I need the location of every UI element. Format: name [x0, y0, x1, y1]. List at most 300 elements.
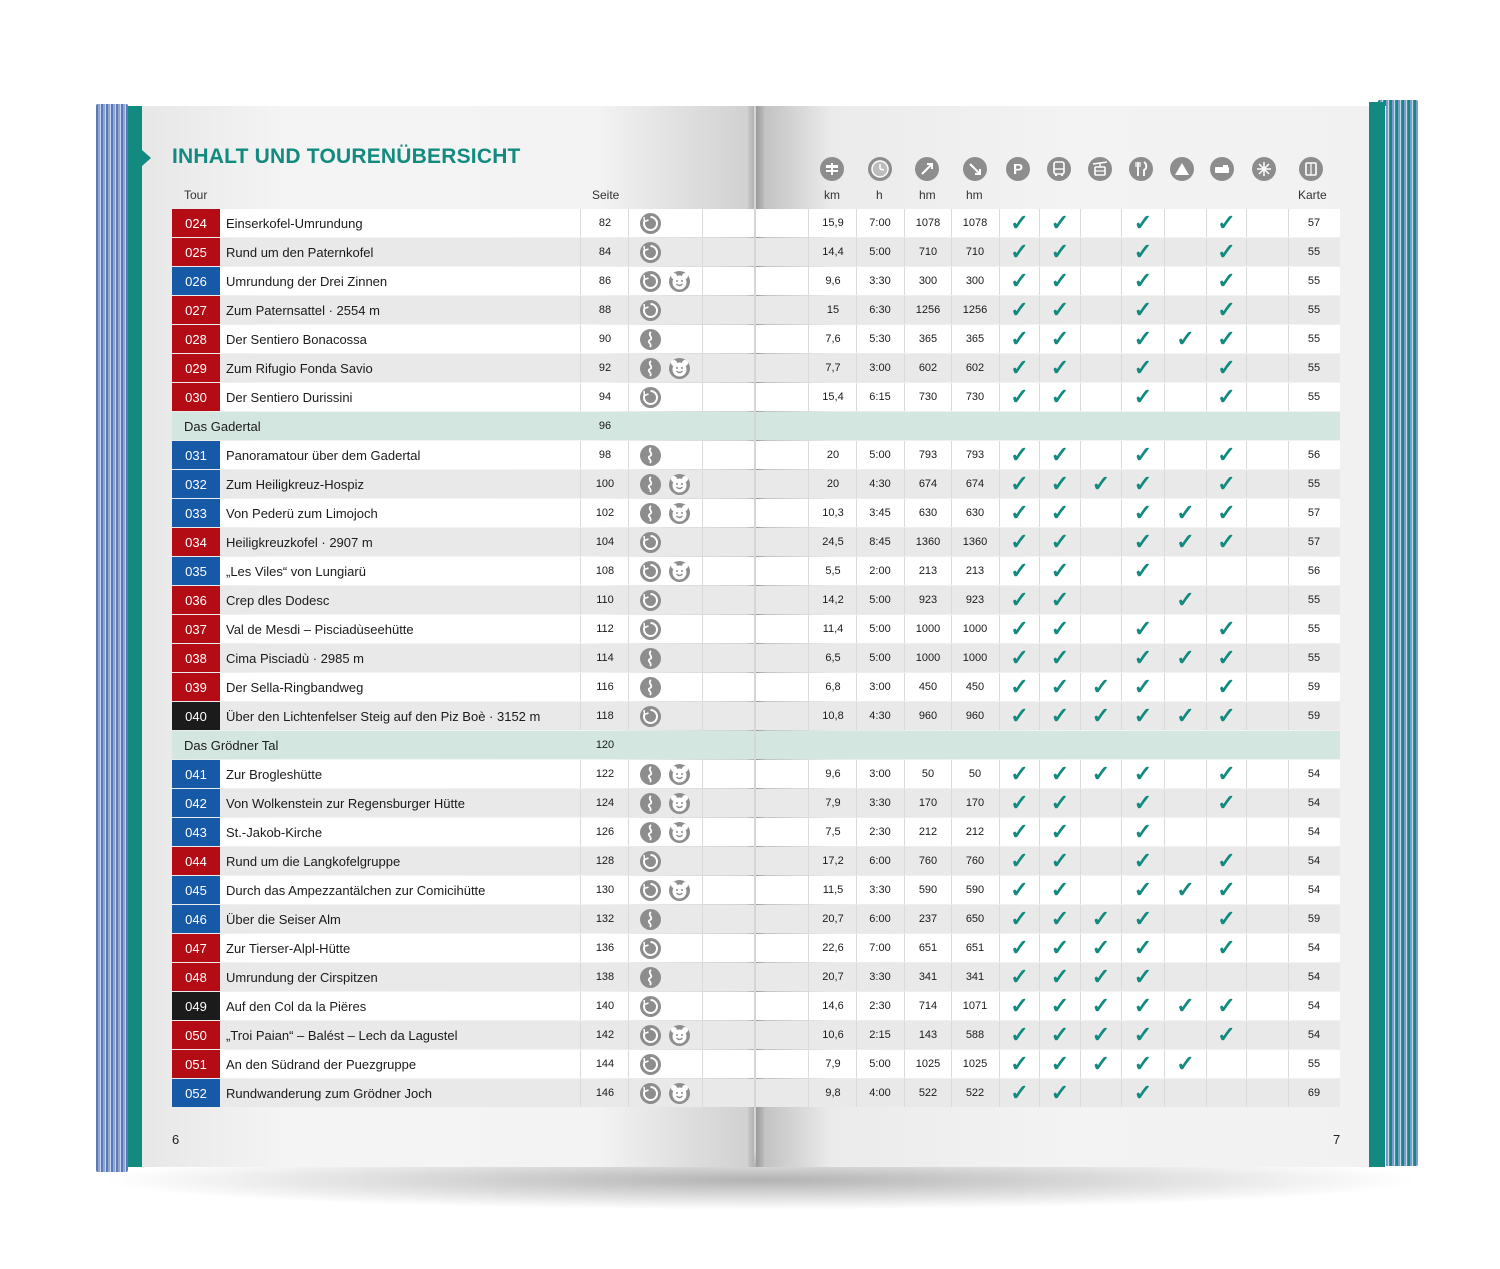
column-divider: [1246, 615, 1247, 643]
checkmark-icon: ✓: [1217, 355, 1236, 380]
tour-row[interactable]: [0, 586, 1500, 615]
column-divider: [1164, 1079, 1165, 1107]
checkmark-icon: ✓: [1176, 529, 1195, 554]
tour-name[interactable]: Von Wolkenstein zur Regensburger Hütte: [226, 796, 465, 811]
tour-number-badge: 030: [172, 383, 220, 411]
column-divider: [1246, 818, 1247, 846]
checkmark-icon: ✓: [1217, 326, 1236, 351]
value-km: 10,3: [822, 507, 844, 519]
tour-name[interactable]: „Les Viles“ von Lungiarü: [226, 564, 366, 579]
column-divider: [808, 992, 809, 1020]
value-hm-up: 522: [918, 1087, 938, 1099]
column-divider: [808, 441, 809, 469]
checkmark-icon: ✓: [1217, 993, 1236, 1018]
section-title: Das Gadertal: [184, 419, 261, 434]
column-divider: [702, 934, 703, 962]
value-hm-down: 1000: [962, 652, 988, 664]
tour-page: 82: [598, 217, 612, 229]
column-divider: [580, 586, 581, 614]
tour-page: 116: [596, 681, 614, 693]
value-karte: 56: [1307, 565, 1321, 577]
checkmark-icon: ✓: [1176, 703, 1195, 728]
column-divider: [702, 818, 703, 846]
column-divider: [1164, 905, 1165, 933]
value-hm-up: 590: [918, 884, 938, 896]
value-km: 10,6: [822, 1029, 844, 1041]
tour-row[interactable]: [0, 499, 1500, 528]
tour-name[interactable]: Panoramatour über dem Gadertal: [226, 448, 421, 463]
tour-number-badge: 024: [172, 209, 220, 237]
tour-name[interactable]: Zur Brogleshütte: [226, 767, 323, 782]
tour-page: 124: [595, 797, 615, 809]
checkmark-icon: ✓: [1217, 500, 1236, 525]
value-h: 5:30: [869, 333, 891, 345]
tour-row[interactable]: [0, 789, 1500, 818]
tour-row[interactable]: [0, 818, 1500, 847]
column-divider: [702, 470, 703, 498]
signpost-icon: [820, 157, 844, 181]
value-karte: 56: [1307, 449, 1321, 461]
value-h: 5:00: [869, 652, 891, 664]
tour-name[interactable]: Der Sella-Ringbandweg: [226, 680, 364, 695]
tour-name[interactable]: Von Pederü zum Limojoch: [226, 506, 378, 521]
value-karte: 55: [1307, 478, 1321, 490]
column-divider: [1080, 818, 1081, 846]
tour-row[interactable]: [0, 528, 1500, 557]
value-hm-down: 760: [965, 855, 985, 867]
value-km: 6,5: [825, 652, 841, 664]
value-hm-down: 1071: [962, 1000, 988, 1012]
column-divider: [1164, 441, 1165, 469]
column-divider: [1164, 760, 1165, 788]
column-divider: [628, 760, 629, 788]
column-divider: [1164, 818, 1165, 846]
descent-icon: [963, 157, 987, 181]
value-hm-up: 923: [918, 594, 938, 606]
tour-page: 98: [598, 449, 612, 461]
value-km: 6,8: [825, 681, 841, 693]
value-hm-up: 213: [918, 565, 938, 577]
column-divider: [1164, 296, 1165, 324]
column-divider: [580, 238, 581, 266]
checkmark-icon: ✓: [1133, 500, 1153, 525]
tour-number-badge: 050: [172, 1021, 220, 1049]
one-way-icon: [640, 503, 661, 524]
value-km: 11,5: [822, 884, 844, 896]
column-divider: [580, 789, 581, 817]
checkmark-icon: ✓: [1010, 558, 1029, 583]
tour-name[interactable]: Rund um den Paternkofel: [226, 245, 374, 260]
checkmark-icon: ✓: [1010, 1080, 1029, 1105]
tour-row[interactable]: [0, 470, 1500, 499]
column-divider: [1080, 296, 1081, 324]
column-divider: [808, 296, 809, 324]
column-divider: [580, 267, 581, 295]
value-hm-up: 960: [918, 710, 938, 722]
tour-number-badge: 048: [172, 963, 220, 991]
column-divider: [808, 818, 809, 846]
value-hm-up: 341: [918, 971, 938, 983]
tour-row[interactable]: [0, 383, 1500, 412]
family-bear-icon: [669, 561, 690, 582]
value-hm-down: 710: [965, 246, 985, 258]
column-divider: [1246, 296, 1247, 324]
tour-row[interactable]: [0, 325, 1500, 354]
column-divider: [808, 528, 809, 556]
checkmark-icon: ✓: [1133, 326, 1153, 351]
tour-row[interactable]: [0, 1021, 1500, 1050]
column-divider: [808, 209, 809, 237]
tour-row[interactable]: [0, 876, 1500, 905]
column-divider: [580, 818, 581, 846]
tour-row[interactable]: [0, 557, 1500, 586]
column-divider: [1246, 354, 1247, 382]
column-divider: [808, 1050, 809, 1078]
value-h: 5:00: [869, 623, 891, 635]
tour-name[interactable]: Umrundung der Cirspitzen: [226, 970, 378, 985]
tour-name[interactable]: Umrundung der Drei Zinnen: [226, 274, 388, 289]
checkmark-icon: ✓: [1133, 877, 1153, 902]
family-bear-icon: [669, 1025, 690, 1046]
checkmark-icon: ✓: [1217, 268, 1236, 293]
checkmark-icon: ✓: [1050, 964, 1070, 989]
column-divider: [628, 876, 629, 904]
checkmark-icon: ✓: [1133, 1080, 1153, 1105]
column-divider: [1164, 615, 1165, 643]
column-divider: [1246, 905, 1247, 933]
value-karte: 54: [1307, 826, 1321, 838]
value-hm-down: 650: [965, 913, 985, 925]
column-divider: [1246, 1050, 1247, 1078]
value-h: 5:00: [869, 1058, 891, 1070]
checkmark-icon: ✓: [1010, 703, 1029, 728]
tour-name[interactable]: Crep dles Dodesc: [226, 593, 330, 608]
value-km: 9,8: [825, 1087, 841, 1099]
tour-page: 140: [595, 1000, 615, 1012]
tour-row[interactable]: [0, 1079, 1500, 1108]
tour-page: 84: [598, 246, 612, 258]
value-km: 15,4: [822, 391, 844, 403]
tour-name[interactable]: Der Sentiero Durissini: [226, 390, 353, 405]
one-way-icon: [640, 329, 661, 350]
column-divider: [808, 905, 809, 933]
tour-number-badge: 041: [172, 760, 220, 788]
column-divider: [808, 644, 809, 672]
value-h: 6:15: [869, 391, 891, 403]
tour-name[interactable]: Zum Heiligkreuz-Hospiz: [226, 477, 364, 492]
tour-row[interactable]: [0, 847, 1500, 876]
header-hm-up: hm: [919, 188, 936, 202]
column-divider: [1080, 528, 1081, 556]
round-trip-icon: [640, 387, 661, 408]
column-divider: [1080, 557, 1081, 585]
column-divider: [808, 499, 809, 527]
column-divider: [808, 238, 809, 266]
checkmark-icon: ✓: [1050, 703, 1070, 728]
bus-icon: [1047, 157, 1071, 181]
column-divider: [808, 876, 809, 904]
checkmark-icon: ✓: [1091, 761, 1111, 786]
checkmark-icon: ✓: [1133, 1022, 1153, 1047]
tour-name[interactable]: Heiligkreuzkofel · 2907 m: [226, 535, 373, 550]
tour-number-badge: 031: [172, 441, 220, 469]
tour-name[interactable]: St.-Jakob-Kirche: [226, 825, 323, 840]
value-karte: 69: [1307, 1087, 1321, 1099]
checkmark-icon: ✓: [1010, 790, 1029, 815]
value-hm-down: 1000: [962, 623, 988, 635]
value-km: 11,4: [822, 623, 844, 635]
checkmark-icon: ✓: [1010, 500, 1029, 525]
tour-name[interactable]: Rund um die Langkofelgruppe: [226, 854, 401, 869]
tour-name[interactable]: Über den Lichtenfelser Steig auf den Piz Boè · 3152 m: [226, 709, 541, 724]
value-hm-up: 710: [918, 246, 938, 258]
tour-number-badge: 028: [172, 325, 220, 353]
value-hm-down: 923: [965, 594, 985, 606]
checkmark-icon: ✓: [1091, 471, 1111, 496]
column-divider: [1080, 441, 1081, 469]
value-km: 10,8: [822, 710, 844, 722]
value-karte: 54: [1307, 942, 1321, 954]
column-divider: [1246, 209, 1247, 237]
value-h: 5:00: [869, 449, 891, 461]
column-divider: [1080, 499, 1081, 527]
column-divider: [808, 934, 809, 962]
tour-name[interactable]: Der Sentiero Bonacossa: [226, 332, 367, 347]
checkmark-icon: ✓: [1176, 326, 1195, 351]
checkmark-icon: ✓: [1050, 674, 1070, 699]
value-hm-down: 602: [965, 362, 985, 374]
column-divider: [1246, 1079, 1247, 1107]
tour-number-badge: 029: [172, 354, 220, 382]
tour-page: 146: [595, 1087, 615, 1099]
page-number-left: 6: [172, 1132, 180, 1147]
column-divider: [702, 1021, 703, 1049]
tour-row[interactable]: [0, 673, 1500, 702]
column-divider: [1164, 383, 1165, 411]
tour-page: 88: [598, 304, 612, 316]
tour-name[interactable]: Cima Pisciadù · 2985 m: [226, 651, 364, 666]
map-icon: [1299, 157, 1323, 181]
checkmark-icon: ✓: [1133, 558, 1153, 583]
value-hm-down: 1360: [962, 536, 988, 548]
tour-row[interactable]: [0, 934, 1500, 963]
tour-row[interactable]: [0, 702, 1500, 731]
column-divider: [702, 499, 703, 527]
column-divider: [1246, 325, 1247, 353]
value-hm-up: 365: [918, 333, 938, 345]
checkmark-icon: ✓: [1133, 790, 1153, 815]
page-title: INHALT UND TOURENÜBERSICHT: [172, 145, 521, 168]
column-divider: [1206, 818, 1207, 846]
value-hm-up: 1000: [915, 652, 941, 664]
value-hm-up: 212: [918, 826, 938, 838]
column-divider: [808, 673, 809, 701]
tour-page: 138: [595, 971, 615, 983]
value-h: 2:15: [869, 1029, 891, 1041]
checkmark-icon: ✓: [1133, 703, 1153, 728]
value-km: 7,9: [825, 1058, 841, 1070]
tour-row[interactable]: [0, 644, 1500, 673]
column-divider: [628, 702, 629, 730]
checkmark-icon: ✓: [1217, 645, 1236, 670]
family-bear-icon: [669, 271, 690, 292]
tour-number-badge: 040: [172, 702, 220, 730]
tour-row[interactable]: [0, 905, 1500, 934]
column-divider: [1164, 934, 1165, 962]
column-divider: [628, 325, 629, 353]
value-h: 3:00: [869, 768, 891, 780]
column-divider: [628, 354, 629, 382]
tour-page: 126: [595, 826, 615, 838]
value-km: 24,5: [822, 536, 844, 548]
column-divider: [1246, 1021, 1247, 1049]
tour-row[interactable]: [0, 615, 1500, 644]
checkmark-icon: ✓: [1010, 674, 1029, 699]
tour-page: 128: [595, 855, 615, 867]
value-hm-down: 450: [965, 681, 985, 693]
tour-row[interactable]: [0, 209, 1500, 238]
column-divider: [1080, 789, 1081, 817]
column-divider: [628, 818, 629, 846]
tour-number-badge: 042: [172, 789, 220, 817]
value-hm-up: 793: [918, 449, 938, 461]
tour-row[interactable]: [0, 238, 1500, 267]
restaurant-icon: [1129, 157, 1153, 181]
value-hm-up: 714: [918, 1000, 938, 1012]
column-divider: [580, 1079, 581, 1107]
tour-row[interactable]: [0, 296, 1500, 325]
value-hm-down: 212: [965, 826, 985, 838]
value-h: 2:00: [869, 565, 891, 577]
checkmark-icon: ✓: [1050, 326, 1070, 351]
checkmark-icon: ✓: [1010, 993, 1029, 1018]
column-divider: [628, 789, 629, 817]
column-divider: [702, 615, 703, 643]
column-divider: [580, 615, 581, 643]
value-hm-down: 1078: [962, 217, 988, 229]
value-hm-down: 300: [965, 275, 985, 287]
value-h: 6:30: [869, 304, 891, 316]
column-divider: [1246, 934, 1247, 962]
checkmark-icon: ✓: [1010, 935, 1029, 960]
value-km: 22,6: [822, 942, 844, 954]
family-bear-icon: [669, 503, 690, 524]
checkmark-icon: ✓: [1217, 471, 1236, 496]
tour-name[interactable]: Zur Tierser-Alpl-Hütte: [226, 941, 351, 956]
checkmark-icon: ✓: [1217, 210, 1236, 235]
tour-row[interactable]: [0, 992, 1500, 1021]
value-h: 3:30: [869, 884, 891, 896]
value-karte: 54: [1307, 1029, 1321, 1041]
column-divider: [1246, 702, 1247, 730]
checkmark-icon: ✓: [1050, 819, 1070, 844]
checkmark-icon: ✓: [1217, 761, 1236, 786]
column-divider: [1080, 1079, 1081, 1107]
column-divider: [1206, 586, 1207, 614]
column-divider: [1164, 557, 1165, 585]
checkmark-icon: ✓: [1050, 384, 1070, 409]
tour-name[interactable]: Einserkofel-Umrundung: [226, 216, 363, 231]
tour-row[interactable]: [0, 963, 1500, 992]
checkmark-icon: ✓: [1133, 529, 1153, 554]
value-karte: 55: [1307, 304, 1321, 316]
tour-page: 130: [595, 884, 615, 896]
tour-page: 118: [596, 710, 614, 722]
round-trip-icon: [640, 619, 661, 640]
column-divider: [628, 557, 629, 585]
value-km: 7,7: [825, 362, 841, 374]
tour-page: 142: [595, 1029, 615, 1041]
column-divider: [580, 963, 581, 991]
column-divider: [702, 1079, 703, 1107]
tour-name[interactable]: An den Südrand der Puezgruppe: [226, 1057, 417, 1072]
value-hm-up: 602: [918, 362, 938, 374]
value-h: 4:30: [869, 478, 891, 490]
page-number-right: 7: [1333, 1132, 1341, 1147]
family-bear-icon: [669, 822, 690, 843]
checkmark-icon: ✓: [1133, 616, 1153, 641]
value-karte: 55: [1307, 275, 1321, 287]
column-divider: [702, 238, 703, 266]
tour-number-badge: 036: [172, 586, 220, 614]
column-divider: [580, 644, 581, 672]
tour-name[interactable]: Zum Paternsattel · 2554 m: [226, 303, 380, 318]
column-divider: [808, 963, 809, 991]
column-divider: [628, 470, 629, 498]
tour-name[interactable]: Zum Rifugio Fonda Savio: [226, 361, 373, 376]
column-divider: [702, 963, 703, 991]
one-way-icon: [640, 793, 661, 814]
section-row: [0, 731, 1500, 760]
tour-name[interactable]: Rundwanderung zum Grödner Joch: [226, 1086, 432, 1101]
tour-number-badge: 027: [172, 296, 220, 324]
round-trip-icon: [640, 996, 661, 1017]
one-way-icon: [640, 677, 661, 698]
column-divider: [580, 383, 581, 411]
column-divider: [1206, 963, 1207, 991]
column-divider: [702, 1050, 703, 1078]
tour-name[interactable]: Val de Mesdi – Pisciadùseehütte: [226, 622, 414, 637]
checkmark-icon: ✓: [1050, 587, 1070, 612]
value-km: 14,6: [822, 1000, 844, 1012]
value-hm-down: 170: [965, 797, 985, 809]
tour-name[interactable]: Über die Seiser Alm: [226, 912, 341, 927]
tour-name[interactable]: Auf den Col da la Piëres: [226, 999, 367, 1014]
checkmark-icon: ✓: [1133, 906, 1153, 931]
value-karte: 59: [1307, 710, 1321, 722]
tour-name[interactable]: Durch das Ampezzantälchen zur Comicihütte: [226, 883, 486, 898]
column-divider: [1164, 238, 1165, 266]
tour-row[interactable]: [0, 267, 1500, 296]
checkmark-icon: ✓: [1217, 674, 1236, 699]
tour-row[interactable]: [0, 1050, 1500, 1079]
tour-row[interactable]: [0, 760, 1500, 789]
tour-row[interactable]: [0, 354, 1500, 383]
tour-row[interactable]: [0, 441, 1500, 470]
column-divider: [1246, 876, 1247, 904]
column-divider: [702, 383, 703, 411]
family-bear-icon: [669, 880, 690, 901]
value-karte: 55: [1307, 1058, 1321, 1070]
checkmark-icon: ✓: [1010, 355, 1029, 380]
column-divider: [1080, 586, 1081, 614]
value-km: 7,6: [825, 333, 841, 345]
tour-name[interactable]: „Troi Paian“ – Balést – Lech da Lagustel: [226, 1028, 458, 1043]
column-divider: [628, 615, 629, 643]
value-hm-up: 1025: [915, 1058, 941, 1070]
column-divider: [1164, 209, 1165, 237]
checkmark-icon: ✓: [1010, 848, 1029, 873]
